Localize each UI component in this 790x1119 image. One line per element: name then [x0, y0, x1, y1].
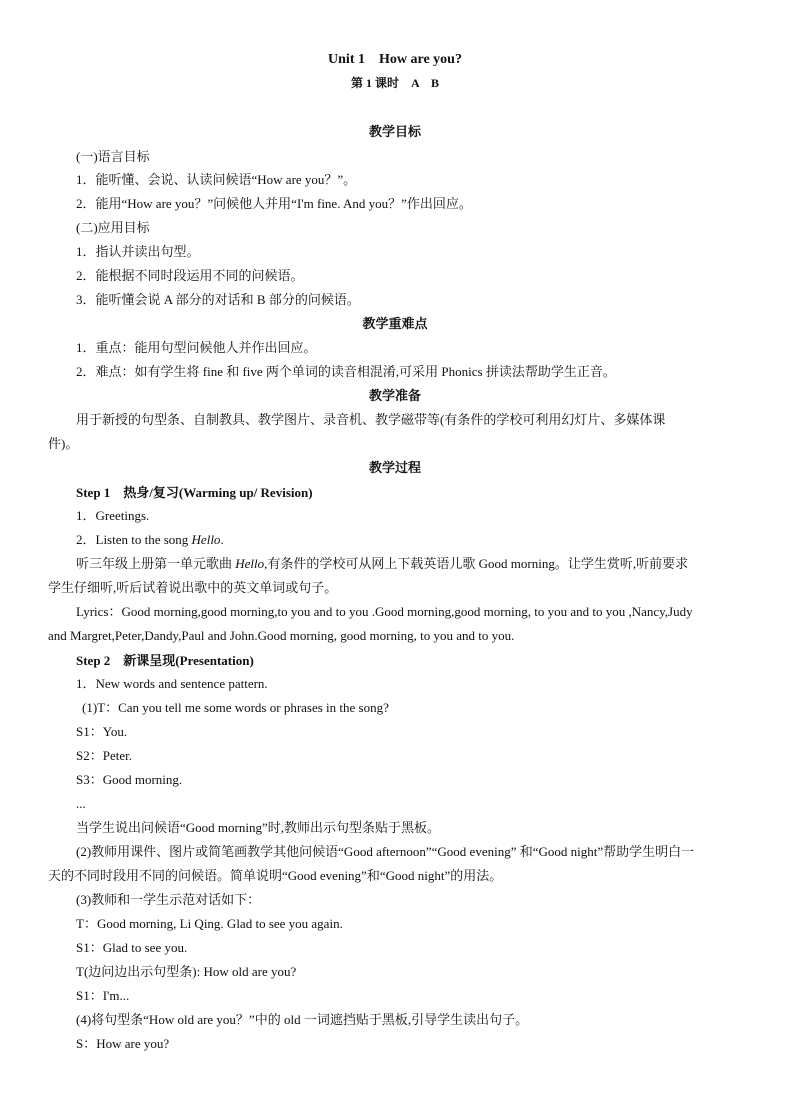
page-title: Unit 1 How are you? [328, 52, 462, 67]
key-point-item: 2．难点：如有学生将 fine 和 five 两个单词的读音相混淆,可采用 Phonics 拼读法帮助学生正音。 [76, 364, 616, 379]
step2-item: 天的不同时段用不同的问候语。简单说明“Good evening”和“Good night”的用法。 [48, 868, 503, 883]
song-lyrics: and Margret,Peter,Dandy,Paul and John.Good morning, good morning, to you and to you. [48, 628, 515, 643]
dialogue-line: S3：Good morning. [76, 772, 183, 787]
preparation-text: 件)。 [48, 436, 79, 451]
step1-description: 学生仔细听,听后试着说出歌中的英文单词或句子。 [48, 580, 338, 595]
key-points-heading: 教学重难点 [362, 316, 428, 331]
lang-goal-heading: (一)语言目标 [76, 149, 150, 164]
dialogue-line: S1：Glad to see you. [76, 940, 188, 955]
dialogue-line: S2：Peter. [76, 748, 132, 763]
step2-item: 1．New words and sentence pattern. [76, 676, 268, 691]
page-subtitle: 第 1 课时 A B [350, 76, 439, 90]
step2-heading: Step 2 新课呈现(Presentation) [76, 653, 254, 668]
app-goal-item: 3．能听懂会说 A 部分的对话和 B 部分的问候语。 [76, 292, 360, 307]
app-goal-item: 2．能根据不同时段运用不同的问候语。 [76, 268, 304, 283]
dialogue-line: T(边问边出示句型条): How old are you? [76, 964, 297, 979]
lang-goal-item: 1．能听懂、会说、认读问候语“How are you？”。 [76, 172, 357, 187]
step2-item: (4)将句型条“How old are you？”中的 old 一词遮挡贴于黑板,引导学生读出句子。 [76, 1012, 529, 1027]
key-point-item: 1．重点：能用句型问候他人并作出回应。 [76, 340, 317, 355]
dialogue-line: (1)T：Can you tell me some words or phrases in the song? [82, 700, 389, 715]
dialogue-line: S1：You. [76, 724, 128, 739]
app-goal-item: 1．指认并读出句型。 [76, 244, 200, 259]
goals-heading: 教学目标 [368, 124, 421, 139]
dialogue-line: S1：I'm... [76, 988, 130, 1003]
step1-item: 1．Greetings. [76, 508, 150, 523]
app-goal-heading: (二)应用目标 [76, 220, 150, 235]
step2-item: (2)教师用课件、图片或简笔画教学其他问候语“Good afternoon”“Good evening” 和“Good night”帮助学生明白一 [76, 844, 695, 859]
preparation-text: 用于新授的句型条、自制教具、教学图片、录音机、教学磁带等(有条件的学校可利用幻灯片、多媒体课 [76, 412, 666, 427]
step1-item: 2．Listen to the song Hello. [76, 532, 224, 547]
step2-note: 当学生说出问候语“Good morning”时,教师出示句型条贴于黑板。 [76, 820, 440, 835]
dialogue-line: S：How are you? [76, 1036, 170, 1051]
ellipsis: ... [76, 796, 86, 811]
step1-description: 听三年级上册第一单元歌曲 Hello,有条件的学校可从网上下载英语儿歌 Good morning。让学生赏听,听前要求 [76, 556, 689, 571]
process-heading: 教学过程 [368, 460, 421, 475]
dialogue-line: T：Good morning, Li Qing. Glad to see you again. [76, 916, 343, 931]
song-lyrics: Lyrics：Good morning,good morning,to you and to you .Good morning,good morning, to you and to you ,Nancy,Judy [76, 604, 693, 619]
preparation-heading: 教学准备 [368, 388, 421, 403]
step2-item: (3)教师和一学生示范对话如下： [76, 892, 261, 907]
lang-goal-item: 2．能用“How are you？”问候他人并用“I'm fine. And you？”作出回应。 [76, 196, 472, 211]
step1-heading: Step 1 热身/复习(Warming up/ Revision) [76, 485, 313, 500]
